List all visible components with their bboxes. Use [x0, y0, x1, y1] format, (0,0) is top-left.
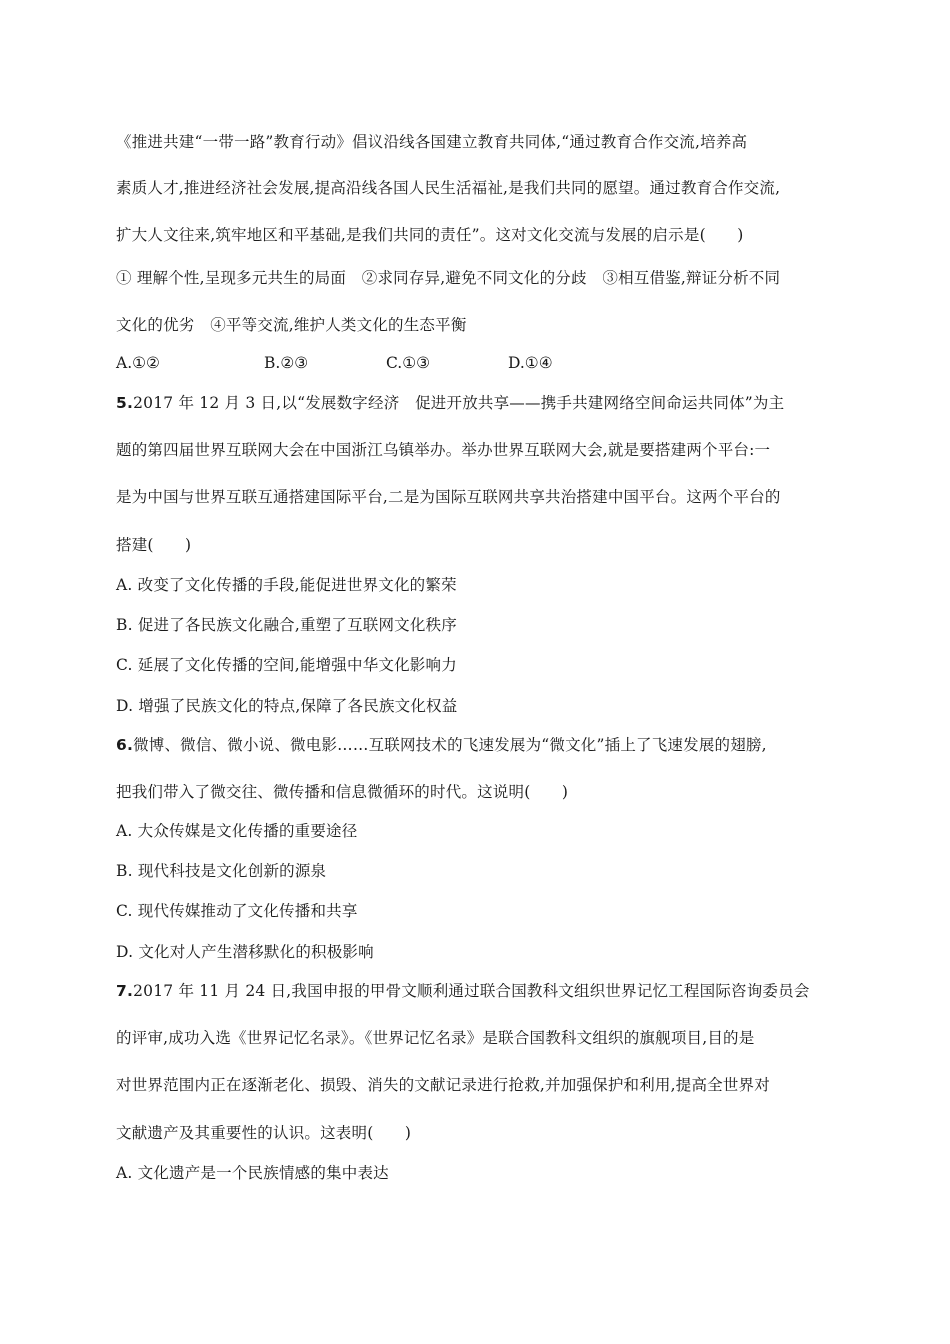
q6-option-c[interactable]: C. 现代传媒推动了文化传播和共享 — [116, 902, 358, 920]
q7-option-a[interactable]: A. 文化遗产是一个民族情感的集中表达 — [116, 1164, 389, 1182]
q4-stem-line-2: 素质人才,推进经济社会发展,提高沿线各国人民生活福祉,是我们共同的愿望。通过教育合作交流, — [116, 179, 781, 197]
q5-stem-line-2: 题的第四届世界互联网大会在中国浙江乌镇举办。举办世界互联网大会,就是要搭建两个平台:一 — [116, 441, 771, 459]
q6-option-b[interactable]: B. 现代科技是文化创新的源泉 — [116, 862, 327, 880]
q4-stem-line-1: 《推进共建“一带一路”教育行动》倡议沿线各国建立教育共同体,“通过教育合作交流,培养高 — [116, 133, 748, 151]
q4-statement-line-2: 文化的优劣 ④平等交流,维护人类文化的生态平衡 — [116, 316, 467, 334]
q5-stem-line-3: 是为中国与世界互联互通搭建国际平台,二是为国际互联网共享共治搭建中国平台。这两个平台的 — [116, 488, 781, 506]
q6-stem-first: 微博、微信、微小说、微电影……互联网技术的飞速发展为“微文化”插上了飞速发展的翅膀, — [133, 736, 767, 754]
q7-stem-line-3: 对世界范围内正在逐渐老化、损毁、消失的文献记录进行抢救,并加强保护和利用,提高全世界对 — [116, 1076, 770, 1094]
q6-number: 6. — [116, 736, 134, 754]
q4-option-a[interactable]: A.①② — [116, 354, 160, 372]
q6-stem-line-1 — [116, 735, 836, 755]
q4-stem-line-3: 扩大人文往来,筑牢地区和平基础,是我们共同的责任”。这对文化交流与发展的启示是( ) — [116, 226, 744, 244]
q7-stem-line-1 — [116, 981, 836, 1001]
q4-option-c[interactable]: C.①③ — [386, 354, 431, 372]
q5-stem-first: 2017 年 12 月 3 日,以“发展数字经济 促进开放共享——携手共建网络空间命运共同体”为主 — [133, 394, 785, 412]
q7-number: 7. — [116, 982, 134, 1000]
q5-option-d[interactable]: D. 增强了民族文化的特点,保障了各民族文化权益 — [116, 697, 458, 715]
q6-option-d[interactable]: D. 文化对人产生潜移默化的积极影响 — [116, 943, 374, 961]
q6-stem-line-2: 把我们带入了微交往、微传播和信息微循环的时代。这说明( ) — [116, 783, 569, 801]
q7-stem-line-2: 的评审,成功入选《世界记忆名录》。《世界记忆名录》是联合国教科文组织的旗舰项目,目的是 — [116, 1029, 755, 1047]
q5-option-c[interactable]: C. 延展了文化传播的空间,能增强中华文化影响力 — [116, 656, 457, 674]
q4-option-b[interactable]: B.②③ — [264, 354, 309, 372]
q4-option-d[interactable]: D.①④ — [508, 354, 553, 372]
q5-number: 5. — [116, 394, 134, 412]
q7-stem-first: 2017 年 11 月 24 日,我国申报的甲骨文顺利通过联合国教科文组织世界记忆工程国际咨询委员会 — [133, 982, 810, 1000]
q5-option-b[interactable]: B. 促进了各民族文化融合,重塑了互联网文化秩序 — [116, 616, 457, 634]
q5-option-a[interactable]: A. 改变了文化传播的手段,能促进世界文化的繁荣 — [116, 576, 457, 594]
q5-stem-line-1 — [116, 393, 836, 413]
q4-statement-line-1: ① 理解个性,呈现多元共生的局面 ②求同存异,避免不同文化的分歧 ③相互借鉴,辩证分析不同 — [116, 269, 781, 287]
q7-stem-line-4: 文献遗产及其重要性的认识。这表明( ) — [116, 1124, 412, 1142]
q6-option-a[interactable]: A. 大众传媒是文化传播的重要途径 — [116, 822, 358, 840]
q5-stem-line-4: 搭建( ) — [116, 536, 192, 554]
